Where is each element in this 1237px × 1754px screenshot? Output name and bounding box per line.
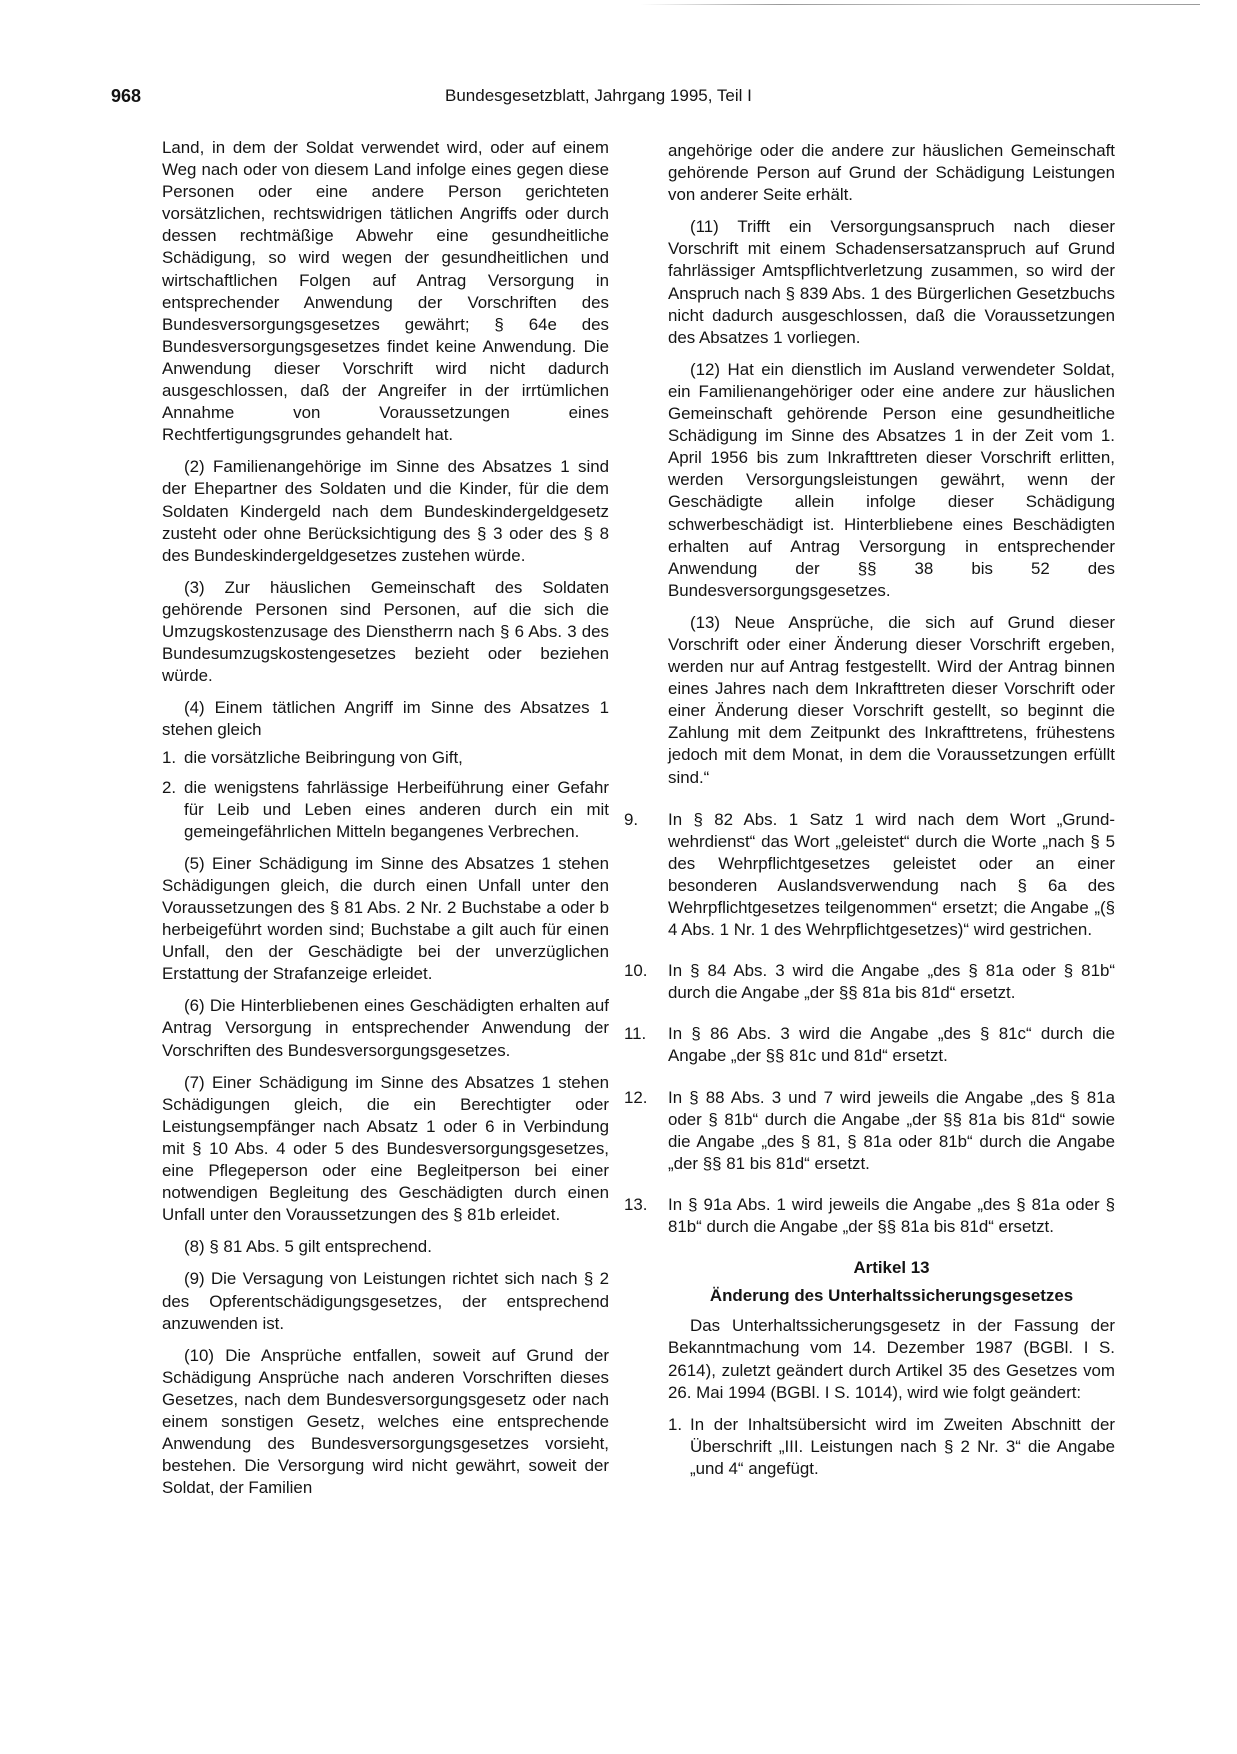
amendment-item: [624, 809, 1115, 942]
amendment-item-number: 13.: [624, 1194, 648, 1214]
amendment-item: [624, 1023, 1115, 1067]
amendment-item-text: In § 82 Abs. 1 Satz 1 wird nach dem Wort „Grundwehrdienst“ das Wort „geleistet“ durch die Worte „nach § 5 des Wehrpflichtgesetzes geleistet oder an einer besonderen Auslandsverwendung nach § 6a des Wehrpflichtgesetzes teilgenommen“ ersetzt; die Angabe „(§ 4 Abs. 1 Nr. 1 des Wehrpflichtgesetzes)“ wird gestrichen.: [668, 809, 1115, 940]
page-header: [111, 86, 1131, 110]
paragraph-11: (11) Trifft ein Versorgungsanspruch nach dieser Vorschrift mit einem Schadensersatzanspruch auf Grund fahrlässiger Amtspflichtverletzung zusammen, so wird der Anspruch nach § 839 Abs. 1 des Bürgerlichen Gesetzbuchs nicht dadurch ausgeschlossen, daß die Voraussetzungen des Absatzes 1 vorliegen.: [668, 217, 1115, 347]
scan-artifact-line: [640, 4, 1200, 5]
paragraph-6: (6) Die Hinterbliebenen eines Geschädigten erhalten auf Antrag Versorgung in entsprechender Anwendung der Vorschriften des Bundesversorgungsgesetzes.: [162, 996, 609, 1060]
amendment-item-number: 9.: [624, 809, 639, 829]
paragraph-7: (7) Einer Schädigung im Sinne des Absatzes 1 stehen Schädigungen gleich, die ein Berechtigter oder Leistungsempfänger nach Absatz 1 oder 6 in Verbindung mit § 10 Abs. 4 oder 5 des Bundesversorgungsgesetzes, eine Pflegeperson oder eine Begleitperson bei einer notwendigen Begleitung des Geschädigten durch einen Unfall unter den Voraussetzungen des § 81b erleidet.: [162, 1072, 609, 1225]
amendment-item: [624, 1194, 1115, 1238]
amendment-item-number: 10.: [624, 961, 648, 981]
left-column: [162, 137, 609, 1509]
page-number: 968: [111, 86, 142, 106]
paragraph-12: (12) Hat ein dienstlich im Ausland verwendeter Soldat, ein Familienangehöriger oder eine andere zur häuslichen Gemeinschaft gehörende Person eine gesundheitliche Schädigung im Sinne des Absatzes 1 in der Zeit vom 1. April 1956 bis zum Inkrafttreten dieser Vorschrift erlitten, werden Versorgungsleistungen gewährt, wenn der Geschädigte allein infolge dieser Schädigung schwerbeschädigt ist. Hinterbliebene eines Beschädigten erhalten auf Antrag Versorgung in entsprechender Anwendung der §§ 38 bis 52 des Bundesversorgungsgesetzes.: [668, 359, 1115, 600]
paragraph-5: (5) Einer Schädigung im Sinne des Absatzes 1 stehen Schädigungen gleich, die durch einen Unfall unter den Voraussetzungen des § 81 Abs. 2 Nr. 2 Buchstabe a oder b herbeigeführt worden sind; Buchstabe a gilt auch für einen Unfall, den der Geschädigte bei der unverzüglichen Erstattung der Strafanzeige erleidet.: [162, 853, 609, 984]
list-item: [162, 777, 609, 843]
paragraph-10-continued: angehörige oder die andere zur häuslichen Gemeinschaft gehörende Person auf Grund der Schädigung Leistungen von anderer Seite erhält.: [668, 141, 1115, 205]
amendment-item-text: In § 91a Abs. 1 wird jeweils die Angabe „des § 81a oder § 81b“ durch die Angabe „der §§ 81a bis 81d“ ersetzt.: [668, 1194, 1115, 1237]
article-item-text: In der Inhaltsübersicht wird im Zweiten Abschnitt der Überschrift „III. Leistungen nach § 2 Nr. 3“ die Angabe „und 4“ angefügt.: [690, 1414, 1115, 1478]
paragraph-3: (3) Zur häuslichen Gemeinschaft des Soldaten gehörende Personen sind Personen, auf die sich die Umzugskostenzusage des Dienstherrn nach § 6 Abs. 3 des Bundesumzugskostengesetzes bezieht oder beziehen würde.: [162, 577, 609, 686]
running-title: Bundesgesetzblatt, Jahrgang 1995, Teil I: [445, 86, 752, 105]
paragraph-13: (13) Neue Ansprüche, die sich auf Grund dieser Vorschrift oder einer Änderung dieser Vorschrift ergeben, werden nur auf Antrag festgestellt. Wird der Antrag binnen eines Jahres nach dem Inkrafttreten dieser Vorschrift oder einer Änderung dieser Vorschrift gestellt, so beginnt die Zahlung mit dem Zeitpunkt des Inkrafttretens, frühestens jedoch mit dem Monat, in dem die Voraussetzungen erfüllt sind.“: [668, 612, 1115, 787]
paragraph-9: (9) Die Versagung von Leistungen richtet sich nach § 2 des Opferentschädigungsgesetzes, der entsprechend anzuwenden ist.: [162, 1269, 609, 1333]
amendment-items: [624, 809, 1115, 1239]
right-column: [624, 140, 1115, 1488]
list-item-text: die wenigstens fahrlässige Herbeiführung einer Gefahr für Leib und Leben eines anderen durch ein mit gemeingefährlichen Mitteln begangenes Verbrechen.: [184, 777, 609, 841]
paragraph-2: (2) Familienangehörige im Sinne des Absatzes 1 sind der Ehepartner des Soldaten und die Kinder, für die dem Soldaten Kindergeld nach dem Bundeskindergeldgesetz zusteht oder ohne Berücksichtigung des § 3 oder des § 8 des Bundeskindergeldgesetzes zustehen würde.: [162, 457, 609, 565]
article-intro: Das Unterhaltssicherungsgesetz in der Fassung der Bekanntmachung vom 14. Dezember 1987 (BGBl. I S. 2614), zuletzt geändert durch Artikel 35 des Gesetzes vom 26. Mai 1994 (BGBl. I S. 1014), wird wie folgt geändert:: [668, 1316, 1115, 1402]
paragraph-10: (10) Die Ansprüche entfallen, soweit auf Grund der Schädigung Ansprüche nach anderen Vorschriften dieses Gesetzes, nach dem Bundesversorgungsgesetz oder nach einem sonstigen Gesetz, welches eine entsprechende Anwendung des Bundesversorgungsgesetzes vorsieht, bestehen. Die Versorgung wird nicht gewährt, soweit der Soldat, der Familien: [162, 1345, 609, 1498]
amendment-item-text: In § 88 Abs. 3 und 7 wird jeweils die Angabe „des § 81a oder § 81b“ durch die Angabe „der §§ 81a bis 81d“ sowie die Angabe „des § 81, § 81a oder 81b“ durch die Angabe „der §§ 81 bis 81d“ ersetzt.: [668, 1087, 1115, 1173]
paragraph-4-list: [162, 747, 609, 842]
amendment-item: [624, 1087, 1115, 1175]
list-item: [162, 747, 609, 769]
list-item-number: 2.: [162, 777, 177, 797]
article-subtitle: Änderung des Unterhaltssicherungsgesetzes: [709, 1286, 1074, 1306]
article-item-number: 1.: [668, 1414, 683, 1434]
article-items: [668, 1414, 1115, 1480]
article-item: [668, 1414, 1115, 1480]
paragraph-4: (4) Einem tätlichen Angriff im Sinne des Absatzes 1 stehen gleich: [162, 698, 609, 740]
amendment-item-number: 12.: [624, 1087, 648, 1107]
amendment-item-number: 11.: [624, 1024, 647, 1044]
paragraph-8: (8) § 81 Abs. 5 gilt entsprechend.: [184, 1237, 432, 1257]
list-item-number: 1.: [162, 748, 177, 768]
list-item-text: die vorsätzliche Beibringung von Gift,: [184, 748, 463, 768]
paragraph-1-continued: Land, in dem der Soldat verwendet wird, oder auf einem Weg nach oder von diesem Land infolge eines gegen diese Personen oder eine andere Person gerichteten vorsätzlichen, rechtswidrigen tätlichen Angriffs oder durch dessen rechtmäßige Abwehr eine gesundheitliche Schädigung, so wird wegen der gesundheitlichen und wirtschaftlichen Folgen auf Antrag Versorgung in entsprechender Anwendung der Vorschriften des Bundesversorgungsgesetzes gewährt; § 64e des Bundesversorgungsgesetzes findet keine Anwendung. Die Anwendung dieser Vorschrift wird nicht dadurch ausgeschlossen, daß der Angreifer in der irrtümlichen Annahme von Voraussetzungen eines Rechtfertigungsgrundes gehandelt hat.: [162, 138, 609, 445]
amendment-item-text: In § 84 Abs. 3 wird die Angabe „des § 81a oder § 81b“ durch die Angabe „der §§ 81a bis 81d“ ersetzt.: [668, 961, 1115, 1003]
amendment-item: [624, 960, 1115, 1004]
amendment-item-text: In § 86 Abs. 3 wird die Angabe „des § 81c“ durch die Angabe „der §§ 81c und 81d“ ersetzt.: [668, 1024, 1115, 1066]
article-title: Artikel 13: [853, 1258, 930, 1278]
